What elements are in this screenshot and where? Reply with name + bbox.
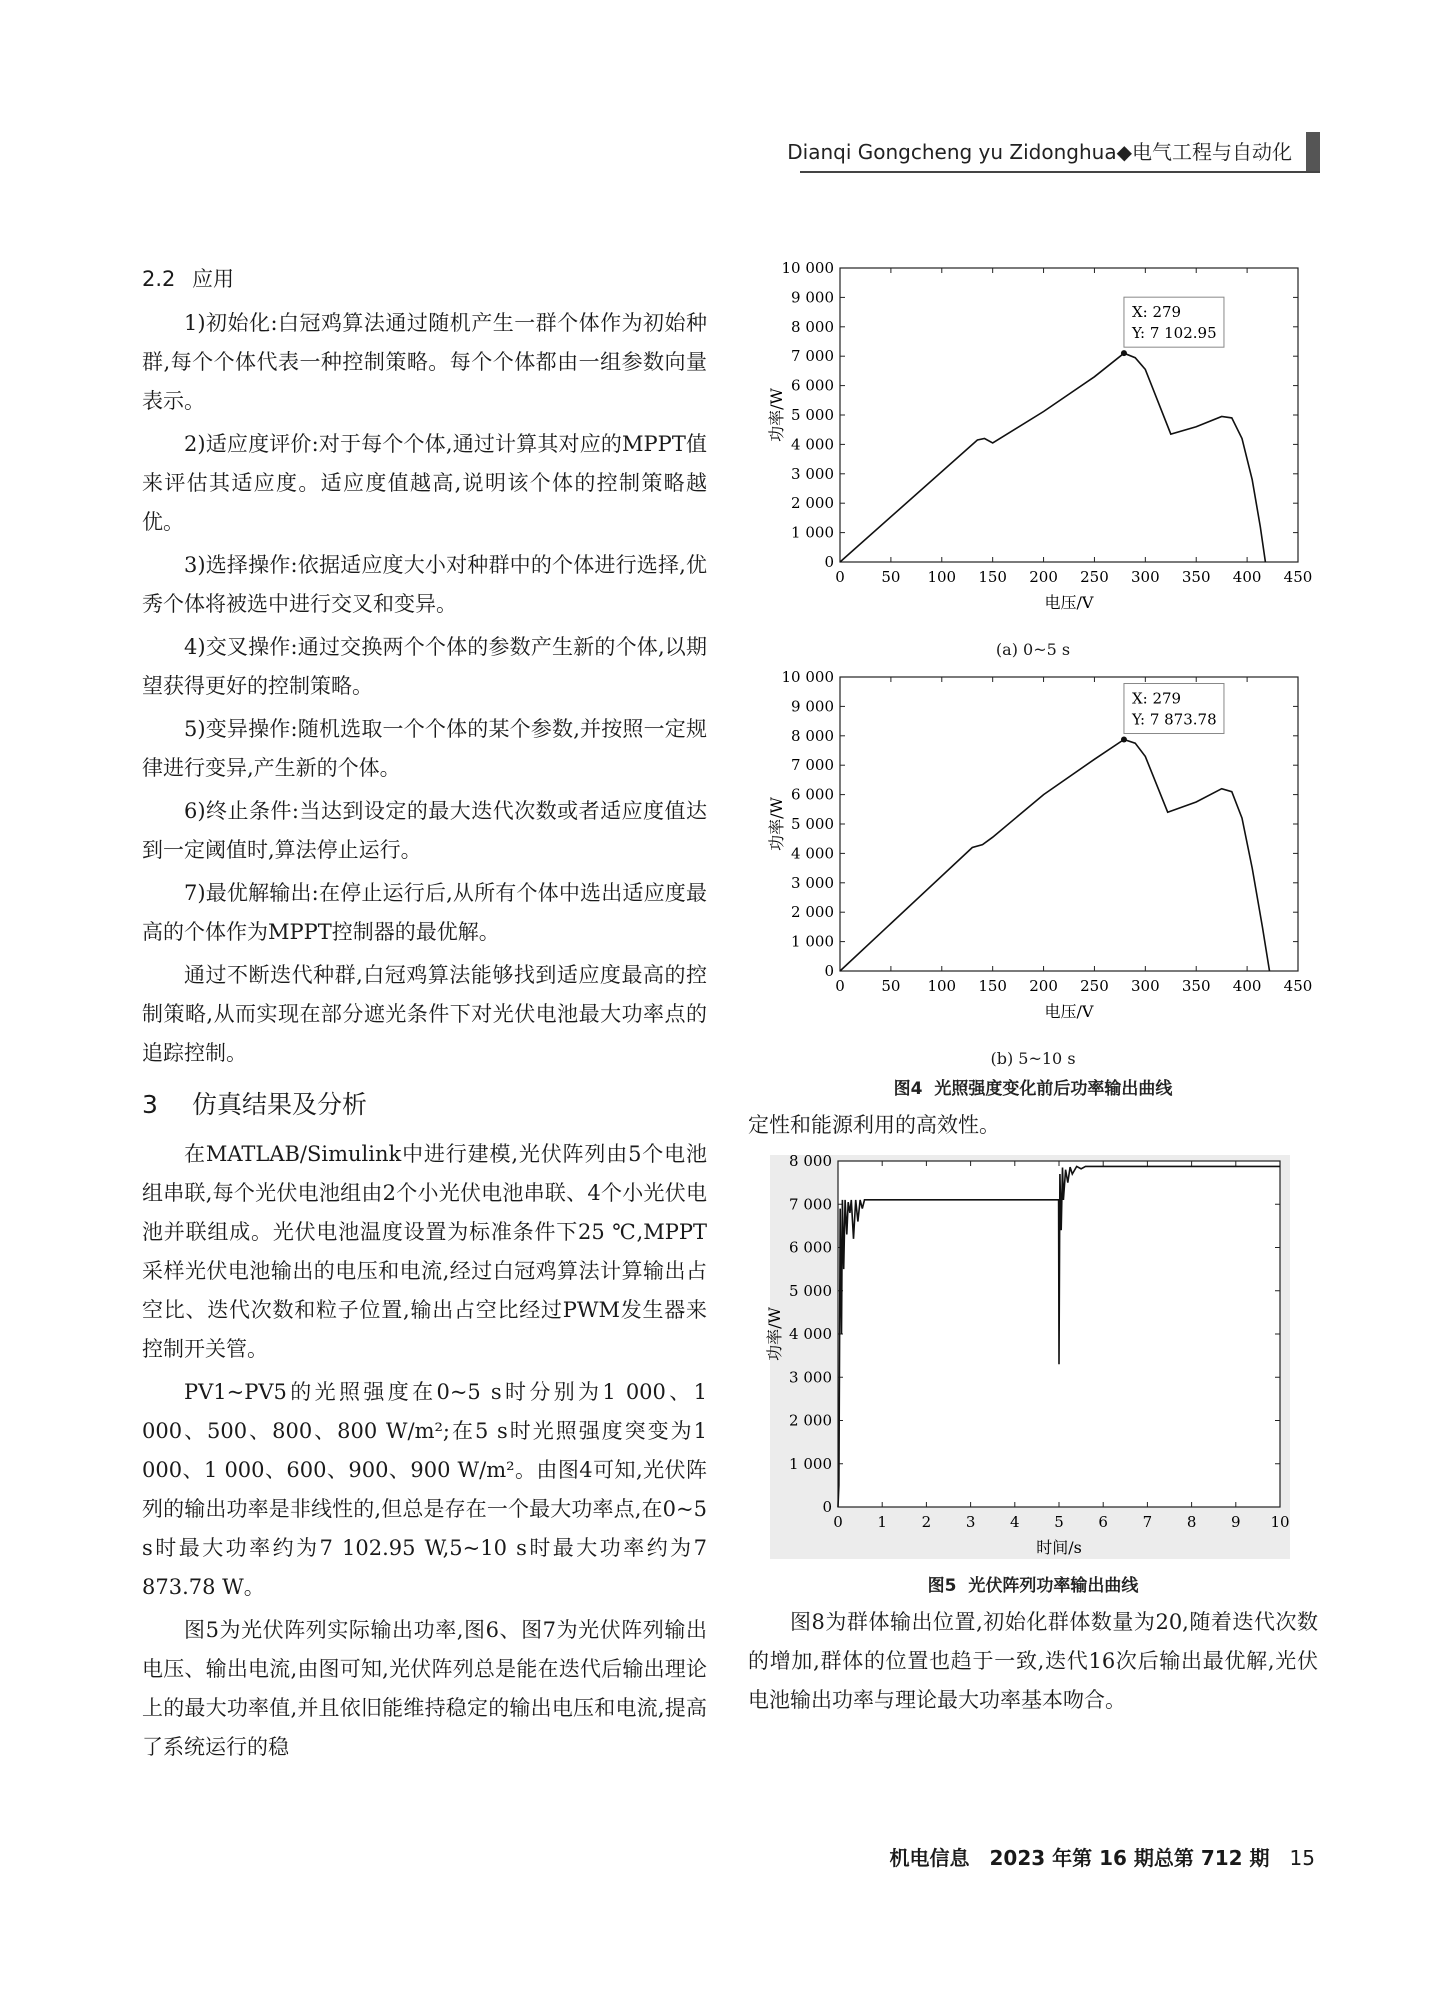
x-tick-label: 350 — [1181, 568, 1211, 586]
x-tick-label: 1 — [877, 1513, 887, 1531]
y-tick-label: 2 000 — [789, 1411, 832, 1430]
x-tick-label: 450 — [1283, 977, 1313, 995]
figure-4-caption — [748, 1072, 1318, 1106]
y-tick-label: 9 000 — [791, 697, 834, 716]
x-tick-label: 4 — [1010, 1513, 1020, 1531]
figure-number: 图5 — [927, 1576, 957, 1596]
x-tick-label: 6 — [1098, 1513, 1108, 1531]
datatip-x: X: 279 — [1131, 689, 1182, 708]
paragraph-continuation: 定性和能源利用的高效性。 — [748, 1113, 1000, 1137]
plot-frame — [840, 268, 1298, 562]
y-axis-label: 功率/W — [767, 388, 786, 442]
section-title: 应用 — [192, 267, 234, 291]
x-tick-label: 150 — [978, 977, 1007, 995]
paragraph: 图5为光伏阵列实际输出功率,图6、图7为光伏阵列输出电压、输出电流,由图可知,光伏阵列总是能在迭代后输出理论上的最大功率值,并且依旧能维持稳定的输出电压和电流,提高了系统运行的稳 — [142, 1618, 707, 1759]
x-tick-label: 400 — [1232, 977, 1262, 995]
y-tick-label: 1 000 — [791, 523, 834, 542]
paragraph: 通过不断迭代种群,白冠鸡算法能够找到适应度最高的控制策略,从而实现在部分遮光条件下对光伏电池最大功率点的追踪控制。 — [142, 963, 707, 1065]
x-tick-label: 100 — [927, 568, 957, 586]
y-tick-label: 5 000 — [789, 1281, 832, 1300]
y-tick-label: 3 000 — [791, 464, 834, 483]
paragraph: 4)交叉操作:通过交换两个个体的参数产生新的个体,以期望获得更好的控制策略。 — [142, 635, 707, 698]
x-axis-label: 电压/V — [1044, 1002, 1094, 1021]
x-tick-label: 0 — [833, 1513, 843, 1531]
figure-4b — [748, 671, 1318, 1072]
paragraph: 图8为群体输出位置,初始化群体数量为20,随着迭代次数的增加,群体的位置也趋于一致,迭代16次后输出最优解,光伏电池输出功率与理论最大功率基本吻合。 — [748, 1610, 1318, 1712]
paragraph: 在MATLAB/Simulink中进行建模,光伏阵列由5个电池组串联,每个光伏电池组由2个小光伏电池串联、4个小光伏电池并联组成。光伏电池温度设置为标准条件下25 ℃,MPPT采样光伏电池输出的电压和电流,经过白冠鸡算法计算输出占空比、迭代次数和粒子位置,输出占空比经过PWM发生器来控制开关管。 — [142, 1142, 707, 1361]
figure-number: 图4 — [893, 1079, 923, 1099]
chart-fig4a — [748, 262, 1318, 637]
x-axis-label: 时间/s — [1036, 1538, 1082, 1557]
page-number: 15 — [1289, 1846, 1315, 1870]
y-tick-label: 10 000 — [781, 671, 834, 686]
right-column — [748, 262, 1318, 1724]
paragraph: 6)终止条件:当达到设定的最大迭代次数或者适应度值达到一定阈值时,算法停止运行。 — [142, 799, 707, 862]
x-tick-label: 300 — [1131, 568, 1160, 586]
paragraph: 5)变异操作:随机选取一个个体的某个参数,并按照一定规律进行变异,产生新的个体。 — [142, 717, 707, 780]
y-tick-label: 3 000 — [791, 873, 834, 892]
datatip-y: Y: 7 102.95 — [1131, 324, 1217, 343]
left-column — [142, 262, 707, 1771]
section-title: 仿真结果及分析 — [192, 1090, 368, 1119]
running-head-bar — [1306, 132, 1320, 172]
x-tick-label: 250 — [1080, 568, 1109, 586]
chart-fig5 — [748, 1149, 1318, 1569]
y-axis-label: 功率/W — [767, 797, 786, 851]
x-tick-label: 250 — [1080, 977, 1109, 995]
section-number: 2.2 — [142, 267, 176, 291]
x-tick-label: 400 — [1232, 568, 1262, 586]
figure-4a — [748, 262, 1318, 663]
x-tick-label: 3 — [965, 1513, 976, 1531]
y-tick-label: 4 000 — [791, 844, 834, 863]
y-axis-label: 功率/W — [765, 1307, 784, 1361]
diamond-icon: ◆ — [1116, 140, 1132, 164]
section-2-2-heading — [142, 262, 707, 296]
x-tick-label: 5 — [1054, 1513, 1064, 1531]
x-tick-label: 7 — [1142, 1513, 1153, 1531]
page-footer — [889, 1842, 1315, 1878]
y-tick-label: 8 000 — [791, 317, 834, 336]
paragraph: 7)最优解输出:在停止运行后,从所有个体中选出适应度最高的个体作为MPPT控制器的最优解。 — [142, 881, 707, 944]
y-tick-label: 9 000 — [791, 288, 834, 307]
y-tick-label: 4 000 — [791, 435, 834, 454]
y-tick-label: 3 000 — [789, 1368, 832, 1387]
x-tick-label: 150 — [978, 568, 1007, 586]
x-tick-label: 50 — [881, 568, 901, 586]
x-tick-label: 2 — [921, 1513, 932, 1531]
y-tick-label: 5 000 — [791, 815, 834, 833]
x-tick-label: 200 — [1029, 568, 1058, 586]
x-tick-label: 50 — [881, 977, 901, 995]
y-tick-label: 4 000 — [789, 1325, 832, 1343]
y-tick-label: 8 000 — [789, 1152, 832, 1170]
section-number: 3 — [142, 1090, 158, 1119]
plot-frame — [840, 677, 1298, 971]
figure-5 — [748, 1149, 1318, 1569]
x-tick-label: 100 — [927, 977, 957, 995]
figure-caption-text: 光伏阵列功率输出曲线 — [968, 1576, 1139, 1596]
running-head-rule — [800, 171, 1320, 173]
x-tick-label: 300 — [1131, 977, 1160, 995]
paragraph: 1)初始化:白冠鸡算法通过随机产生一群个体作为初始种群,每个个体代表一种控制策略。每个个体都由一组参数向量表示。 — [142, 311, 707, 413]
paragraph: 2)适应度评价:对于每个个体,通过计算其对应的MPPT值来评估其适应度。适应度值越高,说明该个体的控制策略越优。 — [142, 432, 707, 534]
x-tick-label: 450 — [1283, 568, 1313, 586]
running-head-pinyin: Dianqi Gongcheng yu Zidonghua — [787, 140, 1117, 164]
running-head-cn: 电气工程与自动化 — [1132, 140, 1292, 164]
y-tick-label: 0 — [824, 553, 834, 571]
journal-info: 机电信息 2023 年第 16 期总第 712 期 — [889, 1846, 1270, 1870]
paragraph: 3)选择操作:依据适应度大小对种群中的个体进行选择,优秀个体将被选中进行交叉和变异。 — [142, 553, 707, 616]
x-tick-label: 350 — [1181, 977, 1211, 995]
datatip-x: X: 279 — [1131, 303, 1182, 322]
datatip-marker — [1121, 350, 1127, 356]
datatip-y: Y: 7 873.78 — [1131, 710, 1217, 729]
subcaption-a: (a) 0~5 s — [995, 640, 1071, 659]
y-tick-label: 0 — [824, 962, 834, 980]
chart-fig4b — [748, 671, 1318, 1046]
figure-5-caption — [748, 1569, 1318, 1603]
y-tick-label: 2 000 — [791, 903, 834, 922]
x-tick-label: 8 — [1186, 1513, 1197, 1531]
running-head — [760, 132, 1320, 172]
datatip-marker — [1121, 737, 1127, 743]
y-tick-label: 6 000 — [791, 785, 834, 804]
y-tick-label: 6 000 — [791, 376, 834, 395]
y-tick-label: 7 000 — [791, 756, 834, 775]
y-tick-label: 6 000 — [789, 1238, 832, 1257]
y-tick-label: 8 000 — [791, 726, 834, 745]
x-tick-label: 9 — [1231, 1513, 1241, 1531]
paragraph: PV1~PV5的光照强度在0~5 s时分别为1 000、1 000、500、800、800 W/m²;在5 s时光照强度突变为1 000、1 000、600、900、900 W/m²。由图4可知,光伏阵列的输出功率是非线性的,但总是存在一个最大功率点,在0~5 s时最大功率约为7 102.95 W,5~10 s时最大功率约为7 873.78 W。 — [142, 1380, 707, 1599]
x-tick-label: 0 — [835, 568, 845, 586]
y-tick-label: 10 000 — [781, 262, 834, 277]
x-axis-label: 电压/V — [1044, 593, 1094, 612]
y-tick-label: 7 000 — [791, 347, 834, 366]
y-tick-label: 2 000 — [791, 494, 834, 513]
y-tick-label: 1 000 — [791, 932, 834, 951]
x-tick-label: 10 — [1270, 1513, 1290, 1531]
y-tick-label: 7 000 — [789, 1195, 832, 1214]
x-tick-label: 0 — [835, 977, 845, 995]
y-tick-label: 5 000 — [791, 406, 834, 424]
x-tick-label: 200 — [1029, 977, 1058, 995]
y-tick-label: 0 — [822, 1498, 832, 1516]
y-tick-label: 1 000 — [789, 1454, 832, 1473]
figure-caption-text: 光照强度变化前后功率输出曲线 — [934, 1079, 1173, 1099]
running-head-text — [787, 136, 1292, 165]
section-3-heading — [142, 1083, 707, 1127]
subcaption-b: (b) 5~10 s — [990, 1049, 1076, 1068]
